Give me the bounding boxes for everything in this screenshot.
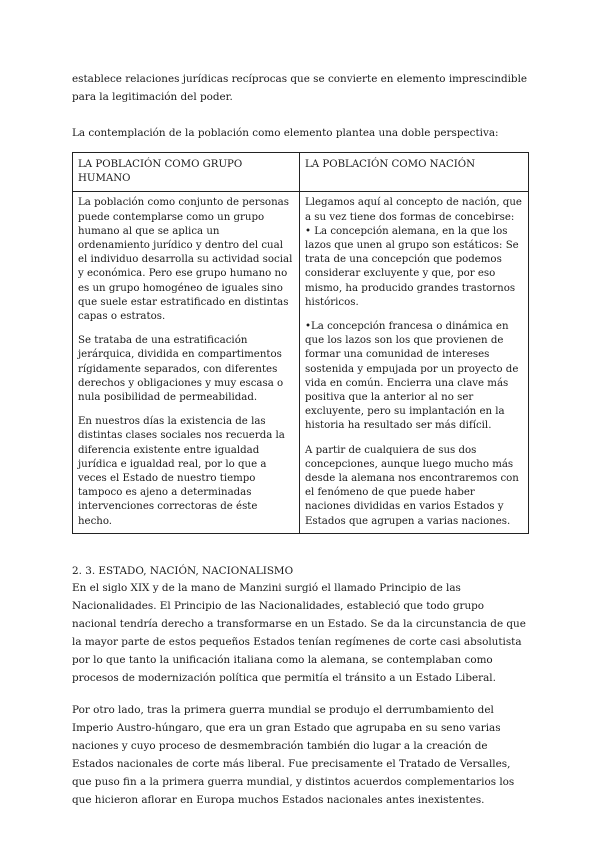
cell-paragraph: A partir de cualquiera de sus dos concepciones, aunque luego mucho más desde la alemana nos encontraremos con el fenómeno de que puede haber naciones divididas en varios Estados y Estados que agrupen a varias naciones. [305, 444, 519, 527]
population-comparison-table [72, 152, 529, 534]
cell-paragraph: La población como conjunto de personas puede contemplarse como un grupo humano al que se aplica un ordenamiento jurídico y dentro del cual el individuo desarrolla su actividad social y económica. Pero ese grupo humano no es un grupo homogéneo de iguales sino que suele estar estratificado en distintas capas o estratos. [78, 197, 293, 323]
section-heading: 2. 3. ESTADO, NACIÓN, NACIONALISMO [72, 564, 294, 577]
cell-paragraph: Llegamos aquí al concepto de nación, que a su vez tiene dos formas de concebirse: • La concepción alemana, en la que los lazos que unen al grupo son estáticos: Se trata de una concepción que podemos considerar excluyente y que, por eso mismo, ha producido grandes trastornos históricos. [305, 197, 522, 308]
cell-paragraph: Se trataba de una estratificación jerárquica, dividida en compartimentos rígidamente separados, con diferentes derechos y obligaciones y muy escasa o nula posibilidad de permeabilidad. [78, 335, 284, 404]
document-page [72, 70, 528, 809]
section-paragraph: En el siglo XIX y de la mano de Manzini surgió el llamado Principio de las Nacionalidades. El Principio de las Nacionalidades, estableció que todo grupo nacional tendría derecho a transformarse en un Estado. Se da la circunstancia de que la mayor parte de estos pequeños Estados tenían regímenes de corte casi absolutista por lo que tanto la unificación italiana como la alemana, se contemplaban como procesos de modernización política que permitía el tránsito a un Estado Liberal. [72, 581, 526, 684]
header-cell-human-group: LA POBLACIÓN COMO GRUPO HUMANO [73, 153, 300, 192]
table-header-row [73, 153, 529, 192]
cell-human-group [73, 192, 300, 533]
table-body-row [73, 192, 529, 533]
section-body [72, 579, 528, 809]
lead-paragraph: La contemplación de la población como elemento plantea una doble perspectiva: [72, 127, 499, 139]
section-paragraph: Por otro lado, tras la primera guerra mundial se produjo el derrumbamiento del Imperio Austro-húngaro, que era un gran Estado que agrupaba en su seno varias naciones y cuyo proceso de desmembración también dio lugar a la creación de Estados nacionales de corte más liberal. Fue precisamente el Tratado de Versalles, que puso fin a la primera guerra mundial, y distintos acuerdos complementarios los que hicieron aflorar en Europa muchos Estados nacionales antes inexistentes. [72, 703, 515, 806]
cell-paragraph: En nuestros días la existencia de las distintas clases sociales nos recuerda la diferencia existente entre igualdad jurídica e igualdad real, por lo que a veces el Estado de nuestro tiempo tampoco es ajeno a determinadas intervenciones correctoras de éste hecho. [78, 416, 285, 527]
cell-nation [300, 192, 529, 533]
intro-paragraph: establece relaciones jurídicas recíprocas que se convierte en elemento imprescindible para la legitimación del poder. [72, 73, 528, 103]
header-cell-nation: LA POBLACIÓN COMO NACIÓN [300, 153, 529, 192]
cell-paragraph: •La concepción francesa o dinámica en que los lazos son los que provienen de formar una comunidad de intereses sostenida y empujada por un proyecto de vida en común. Encierra una clave más positiva que la anterior al no ser excluyente, pero su implantación en la historia ha resultado ser más difícil. [305, 321, 519, 432]
